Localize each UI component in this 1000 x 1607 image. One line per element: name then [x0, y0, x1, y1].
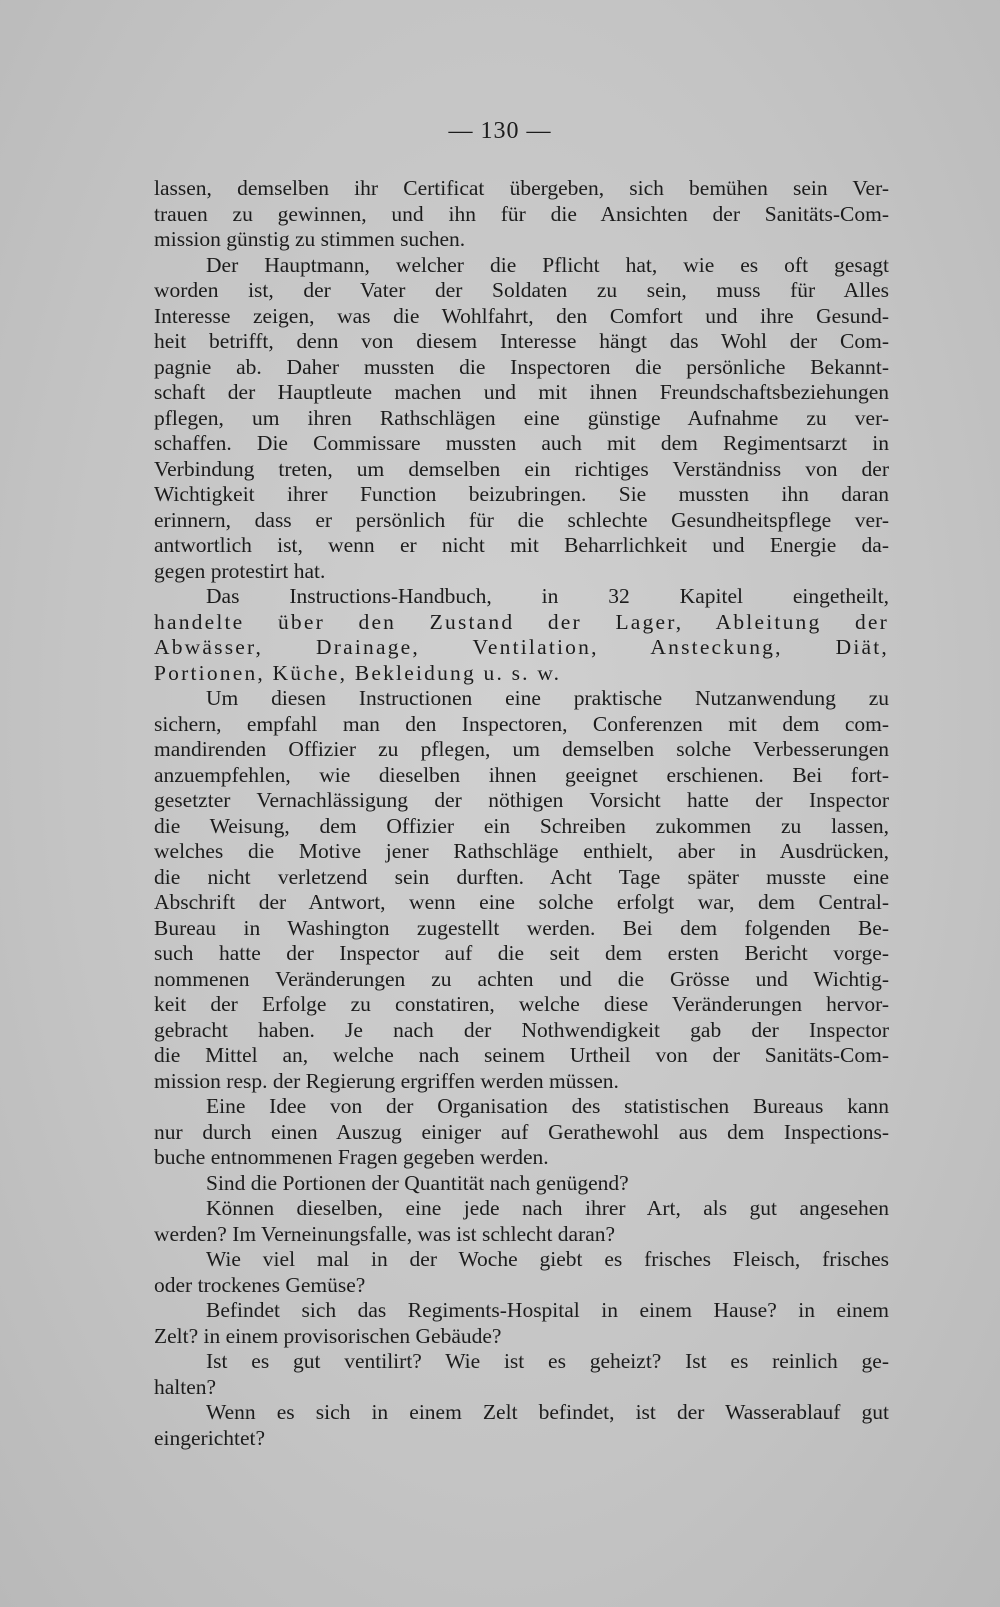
text-line: Abschrift der Antwort, wenn eine solche erfolgt war, dem Central- [154, 890, 889, 914]
text-line: Verbindung treten, um demselben ein richtiges Verständniss von der [154, 456, 889, 481]
text-line: erinnern, dass er persönlich für die schlechte Gesundheitspflege ver- [154, 507, 889, 532]
text-line: sichern, empfahl man den Inspectoren, Conferenzen mit dem com- [154, 711, 889, 736]
text-line: werden? Im Verneinungsfalle, was ist schlecht daran? [154, 1221, 616, 1246]
text-line: heit betrifft, denn von diesem Interesse hängt das Wohl der Com- [154, 329, 889, 353]
text-line: schaft der Hauptleute machen und mit ihnen Freundschaftsbeziehungen [154, 380, 889, 404]
text-line: trauen zu gewinnen, und ihn für die Ansichten der Sanitäts-Com- [154, 201, 889, 226]
text-line: antwortlich ist, wenn er nicht mit Beharrlichkeit und Energie da- [154, 533, 889, 557]
text-line: lassen, demselben ihr Certificat übergeben, sich bemühen sein Ver- [154, 176, 889, 200]
text-line: halten? [154, 1374, 217, 1399]
text-line: Portionen, Küche, Bekleidung u. s. w. [154, 660, 562, 685]
text-line: buche entnommenen Fragen gegeben werden. [154, 1145, 549, 1169]
text-line: welches die Motive jener Rathschläge enthielt, aber in Ausdrücken, [154, 839, 889, 863]
text-line: keit der Erfolge zu constatiren, welche diese Veränderungen hervor- [154, 992, 889, 1016]
text-line: nommenen Veränderungen zu achten und die Grösse und Wichtig- [154, 966, 889, 991]
text-line: handelte über den Zustand der Lager, Ableitung der [154, 609, 889, 634]
text-line: Interesse zeigen, was die Wohlfahrt, den Comfort und ihre Gesund- [154, 303, 889, 328]
text-line: schaffen. Die Commissare mussten auch mit dem Regimentsarzt in [154, 431, 889, 455]
text-line: such hatte der Inspector auf die seit dem ersten Bericht vorge- [154, 941, 889, 965]
text-line: eingerichtet? [154, 1425, 266, 1450]
text-line: Wichtigkeit ihrer Function beizubringen. Sie mussten ihn daran [154, 482, 889, 506]
text-line: die nicht verletzend sein durften. Acht Tage später musste eine [154, 864, 889, 889]
text-line: mission günstig zu stimmen suchen. [154, 227, 466, 251]
text-line: pflegen, um ihren Rathschlägen eine günstige Aufnahme zu ver- [154, 405, 889, 430]
text-line: gegen protestirt hat. [154, 558, 326, 583]
text-line: gesetzter Vernachlässigung der nöthigen Vorsicht hatte der Inspector [154, 788, 889, 812]
text-line: Zelt? in einem provisorischen Gebäude? [154, 1323, 502, 1348]
text-line: Der Hauptmann, welcher die Pflicht hat, wie es oft gesagt [206, 252, 889, 277]
text-line: pagnie ab. Daher mussten die Inspectoren die persönliche Bekannt- [154, 354, 889, 379]
text-line: Befindet sich das Regiments-Hospital in einem Hause? in einem [206, 1298, 889, 1322]
text-line: Wie viel mal in der Woche giebt es frisches Fleisch, frisches [206, 1247, 889, 1271]
text-line: mission resp. der Regierung ergriffen werden müssen. [154, 1068, 619, 1093]
text-line: nur durch einen Auszug einiger auf Gerathewohl aus dem Inspections- [154, 1119, 889, 1144]
text-line: Um diesen Instructionen eine praktische Nutzanwendung zu [206, 686, 889, 710]
text-line: Bureau in Washington zugestellt werden. Bei dem folgenden Be- [154, 915, 889, 940]
text-line: Eine Idee von der Organisation des statistischen Bureaus kann [206, 1094, 889, 1118]
text-line: Abwässer, Drainage, Ventilation, Ansteckung, Diät, [154, 635, 889, 659]
text-line: die Weisung, dem Offizier ein Schreiben zukommen zu lassen, [154, 813, 889, 838]
text-line: Wenn es sich in einem Zelt befindet, ist der Wasserablauf gut [206, 1400, 889, 1424]
text-line: Sind die Portionen der Quantität nach genügend? [206, 1170, 629, 1195]
text-line: die Mittel an, welche nach seinem Urtheil von der Sanitäts-Com- [154, 1043, 889, 1067]
text-line: anzuempfehlen, wie dieselben ihnen geeignet erschienen. Bei fort- [154, 762, 889, 787]
text-line: Ist es gut ventilirt? Wie ist es geheizt? Ist es reinlich ge- [206, 1349, 889, 1373]
text-line: worden ist, der Vater der Soldaten zu sein, muss für Alles [154, 278, 889, 302]
text-line: oder trockenes Gemüse? [154, 1272, 366, 1297]
text-line: Können dieselben, eine jede nach ihrer Art, als gut angesehen [206, 1196, 889, 1220]
page-number: — 130 — [448, 118, 552, 144]
body-text [154, 176, 889, 1451]
text-line: mandirenden Offizier zu pflegen, um demselben solche Verbesserungen [154, 737, 889, 761]
text-line: Das Instructions-Handbuch, in 32 Kapitel eingetheilt, [206, 584, 889, 608]
text-line: gebracht haben. Je nach der Nothwendigkeit gab der Inspector [154, 1017, 889, 1042]
